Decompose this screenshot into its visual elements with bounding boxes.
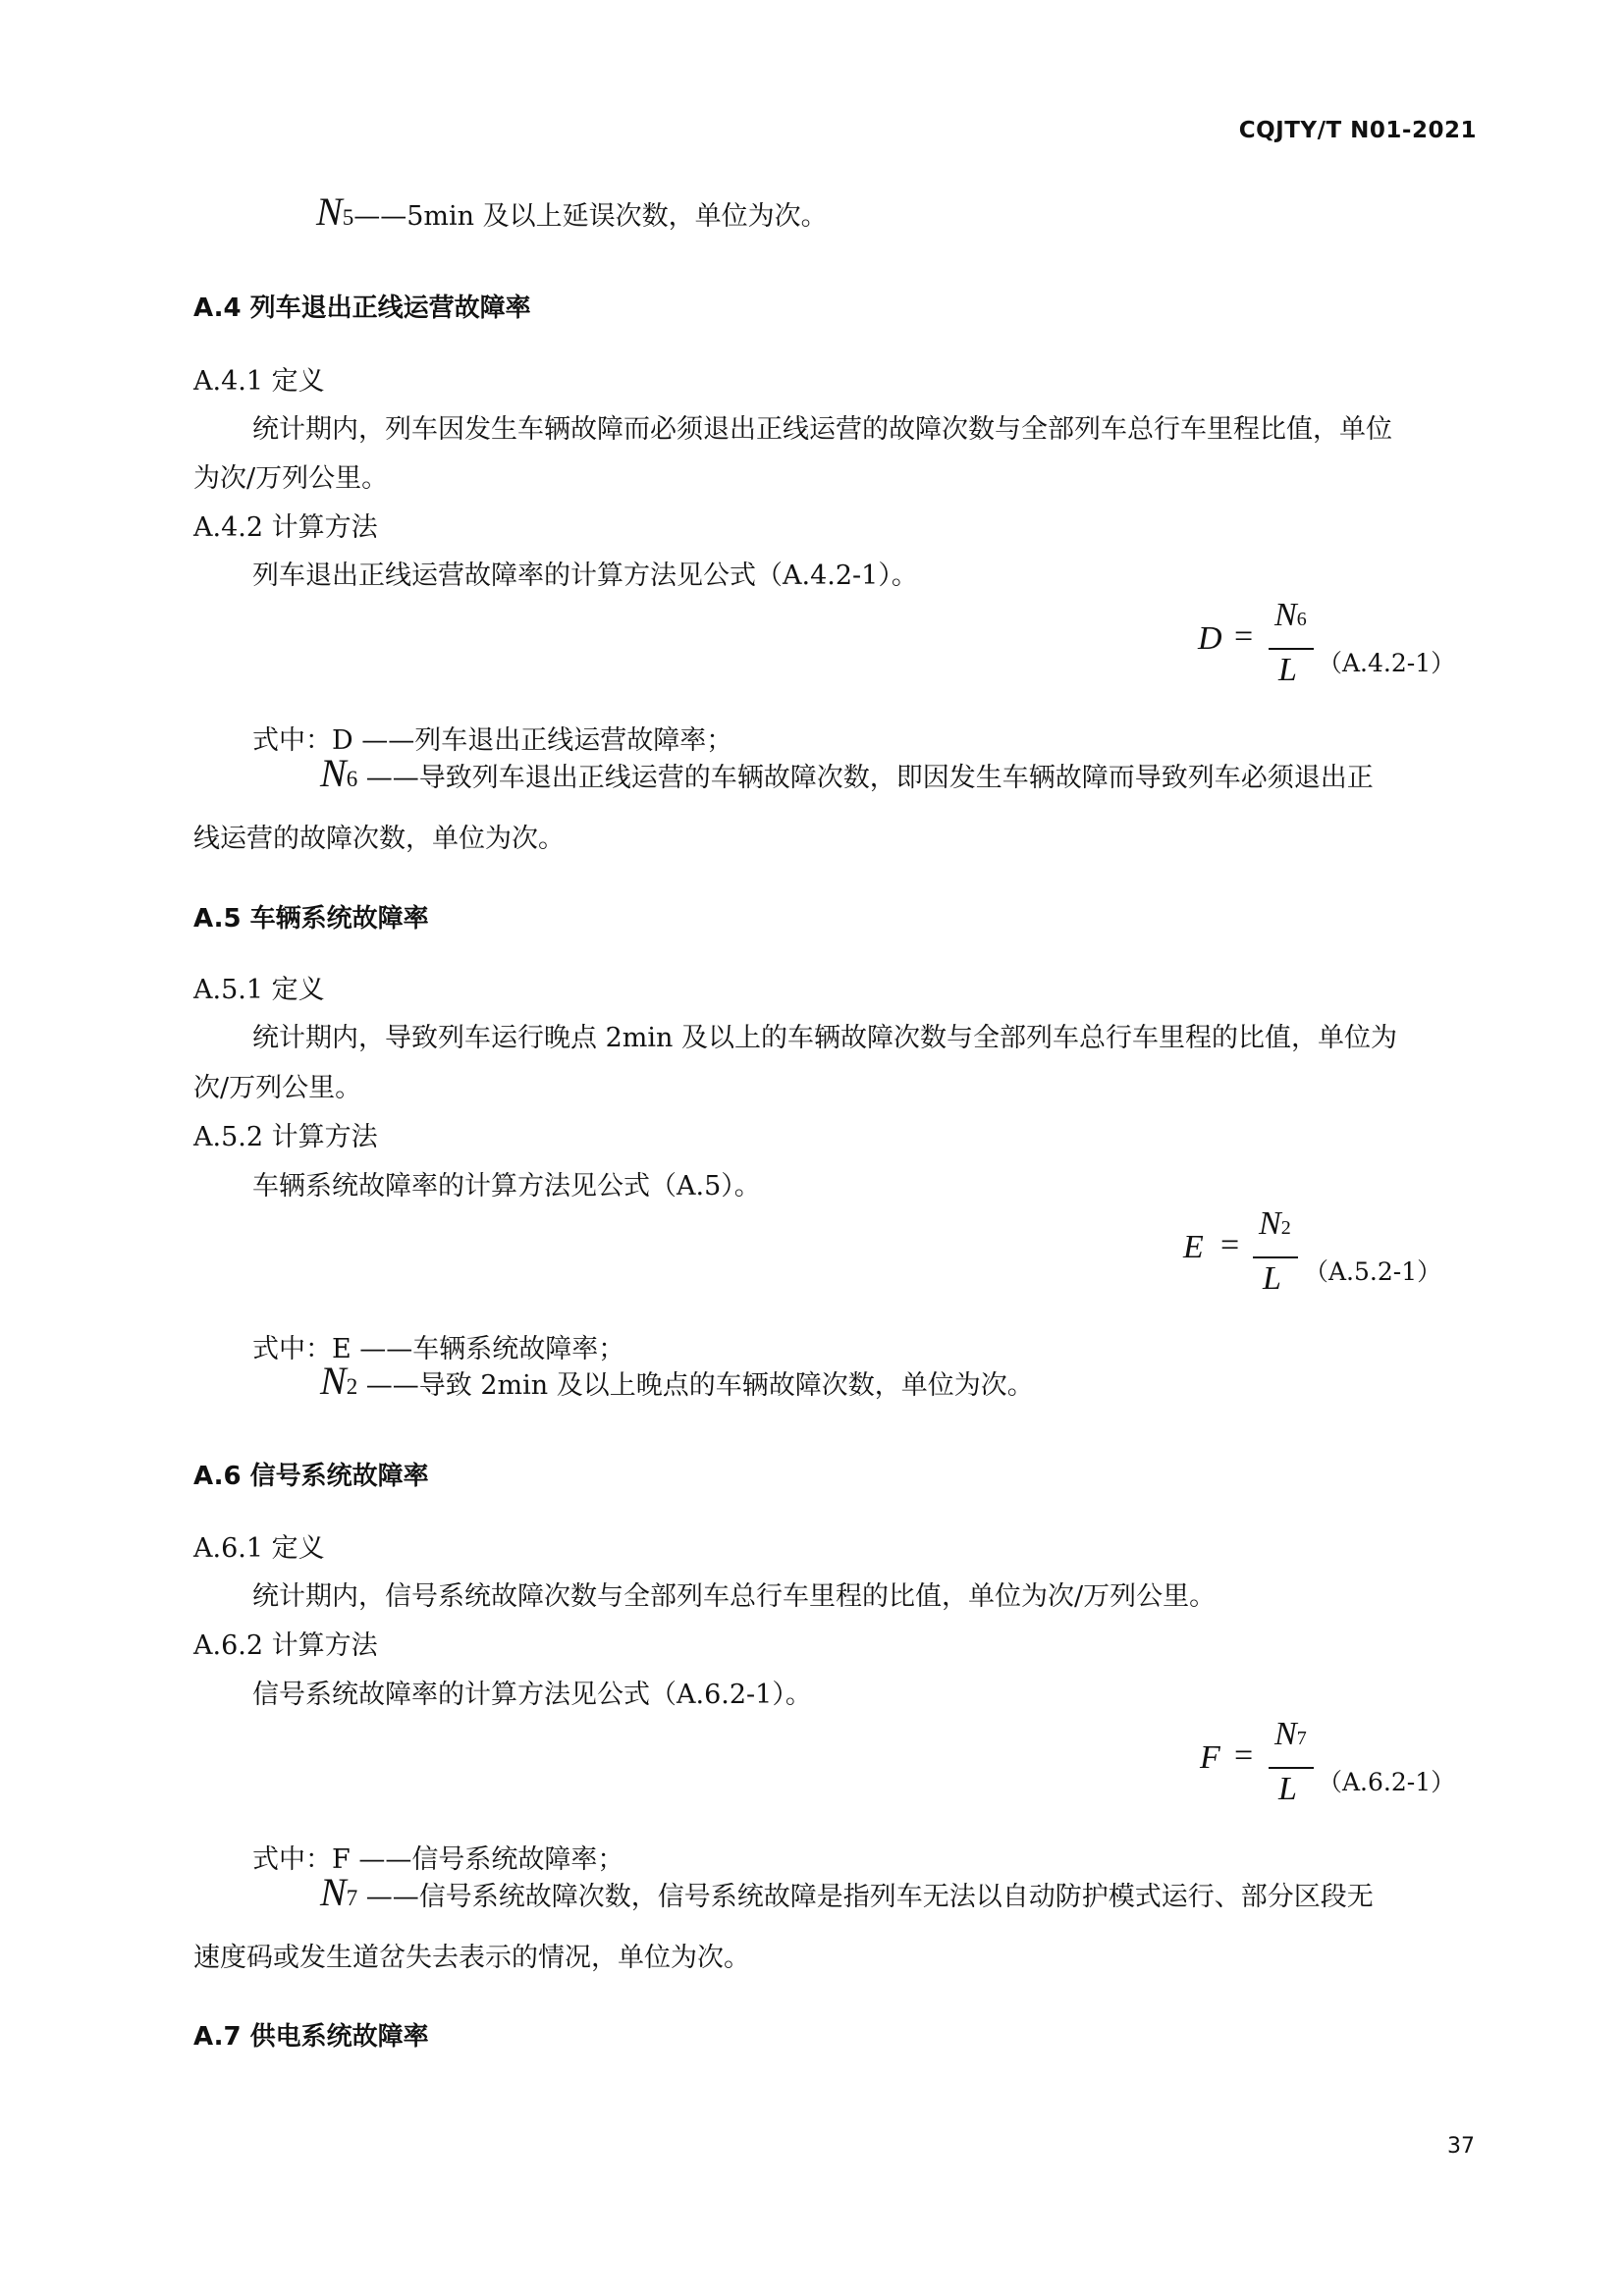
formula-numerator: N7 (1274, 1716, 1307, 1752)
a5-definition-line2: 次/万列公里。 (193, 1073, 362, 1103)
equals-sign: = (1234, 1737, 1254, 1774)
formula-label: （A.4.2-1） (1318, 649, 1456, 677)
variable-symbol: N (320, 1870, 347, 1914)
a4-variable-definition (320, 750, 1374, 796)
a5-variable-definition (320, 1358, 1034, 1404)
a6-definition-line1: 统计期内，信号系统故障次数与全部列车总行车里程的比值，单位为次/万列公里。 (252, 1581, 1217, 1612)
a5-calc-heading: A.5.2 计算方法 (193, 1122, 378, 1152)
formula-label: （A.6.2-1） (1318, 1768, 1456, 1796)
a4-variable-continuation: 线运营的故障次数，单位为次。 (193, 824, 565, 854)
page-number: 37 (1447, 2134, 1475, 2159)
section-a4-title: A.4 列车退出正线运营故障率 (193, 294, 531, 323)
formula-lhs: F (1200, 1739, 1220, 1776)
variable-subscript: 5 (342, 205, 354, 230)
variable-subscript: 2 (346, 1374, 358, 1399)
a4-definition-line1: 统计期内，列车因发生车辆故障而必须退出正线运营的故障次数与全部列车总行车里程比值，单位 (252, 414, 1392, 445)
section-a5-title: A.5 车辆系统故障率 (193, 904, 429, 934)
formula-label: （A.5.2-1） (1304, 1257, 1442, 1286)
formula-denominator: L (1278, 1771, 1297, 1807)
document-code: CQJTY/T N01-2021 (1238, 118, 1477, 143)
equals-sign: = (1234, 618, 1254, 655)
variable-definition-n5 (316, 188, 828, 235)
a6-variable-continuation: 速度码或发生道岔失去表示的情况，单位为次。 (193, 1943, 750, 1973)
formula-numerator: N2 (1259, 1205, 1291, 1242)
variable-symbol: N (320, 1359, 347, 1403)
variable-subscript: 7 (346, 1886, 358, 1910)
formula-lhs: D (1198, 620, 1222, 657)
section-a7-title: A.7 供电系统故障率 (193, 2022, 429, 2052)
variable-description: ——信号系统故障次数，信号系统故障是指列车无法以自动防护模式运行、部分区段无 (357, 1882, 1374, 1912)
a5-definition-heading: A.5.1 定义 (193, 975, 325, 1005)
variable-symbol: N (316, 189, 343, 234)
formula-denominator: L (1263, 1260, 1281, 1297)
variable-description: ——5min 及以上延误次数，单位为次。 (353, 201, 828, 232)
fraction-line (1269, 648, 1314, 650)
a4-calc-heading: A.4.2 计算方法 (193, 512, 378, 543)
variable-description: ——导致 2min 及以上晚点的车辆故障次数，单位为次。 (357, 1370, 1034, 1401)
a6-calc-heading: A.6.2 计算方法 (193, 1630, 378, 1661)
a6-definition-heading: A.6.1 定义 (193, 1533, 325, 1564)
a6-variable-definition (320, 1869, 1374, 1915)
fraction-line (1253, 1256, 1298, 1258)
variable-subscript: 6 (346, 767, 358, 791)
variable-description: ——导致列车退出正线运营的车辆故障次数，即因发生车辆故障而导致列车必须退出正 (357, 763, 1374, 793)
a4-where-text: 式中：D ——列车退出正线运营故障率； (252, 725, 733, 756)
a4-calc-text: 列车退出正线运营故障率的计算方法见公式（A.4.2-1）。 (252, 561, 918, 591)
variable-symbol: N (320, 751, 347, 795)
section-a6-title: A.6 信号系统故障率 (193, 1462, 429, 1491)
formula-numerator: N6 (1274, 597, 1307, 633)
formula-lhs: E (1183, 1229, 1204, 1265)
a5-where-text: 式中：E ——车辆系统故障率； (252, 1334, 625, 1364)
equals-sign: = (1220, 1227, 1240, 1263)
a4-definition-heading: A.4.1 定义 (193, 366, 325, 397)
a6-where-text: 式中：F ——信号系统故障率； (252, 1844, 624, 1875)
a5-definition-line1: 统计期内，导致列车运行晚点 2min 及以上的车辆故障次数与全部列车总行车里程的比值，单位为 (252, 1023, 1397, 1053)
fraction-line (1269, 1767, 1314, 1769)
a4-definition-line2: 为次/万列公里。 (193, 463, 389, 494)
a6-calc-text: 信号系统故障率的计算方法见公式（A.6.2-1）。 (252, 1680, 812, 1710)
a5-calc-text: 车辆系统故障率的计算方法见公式（A.5）。 (252, 1171, 761, 1201)
formula-denominator: L (1278, 652, 1297, 688)
